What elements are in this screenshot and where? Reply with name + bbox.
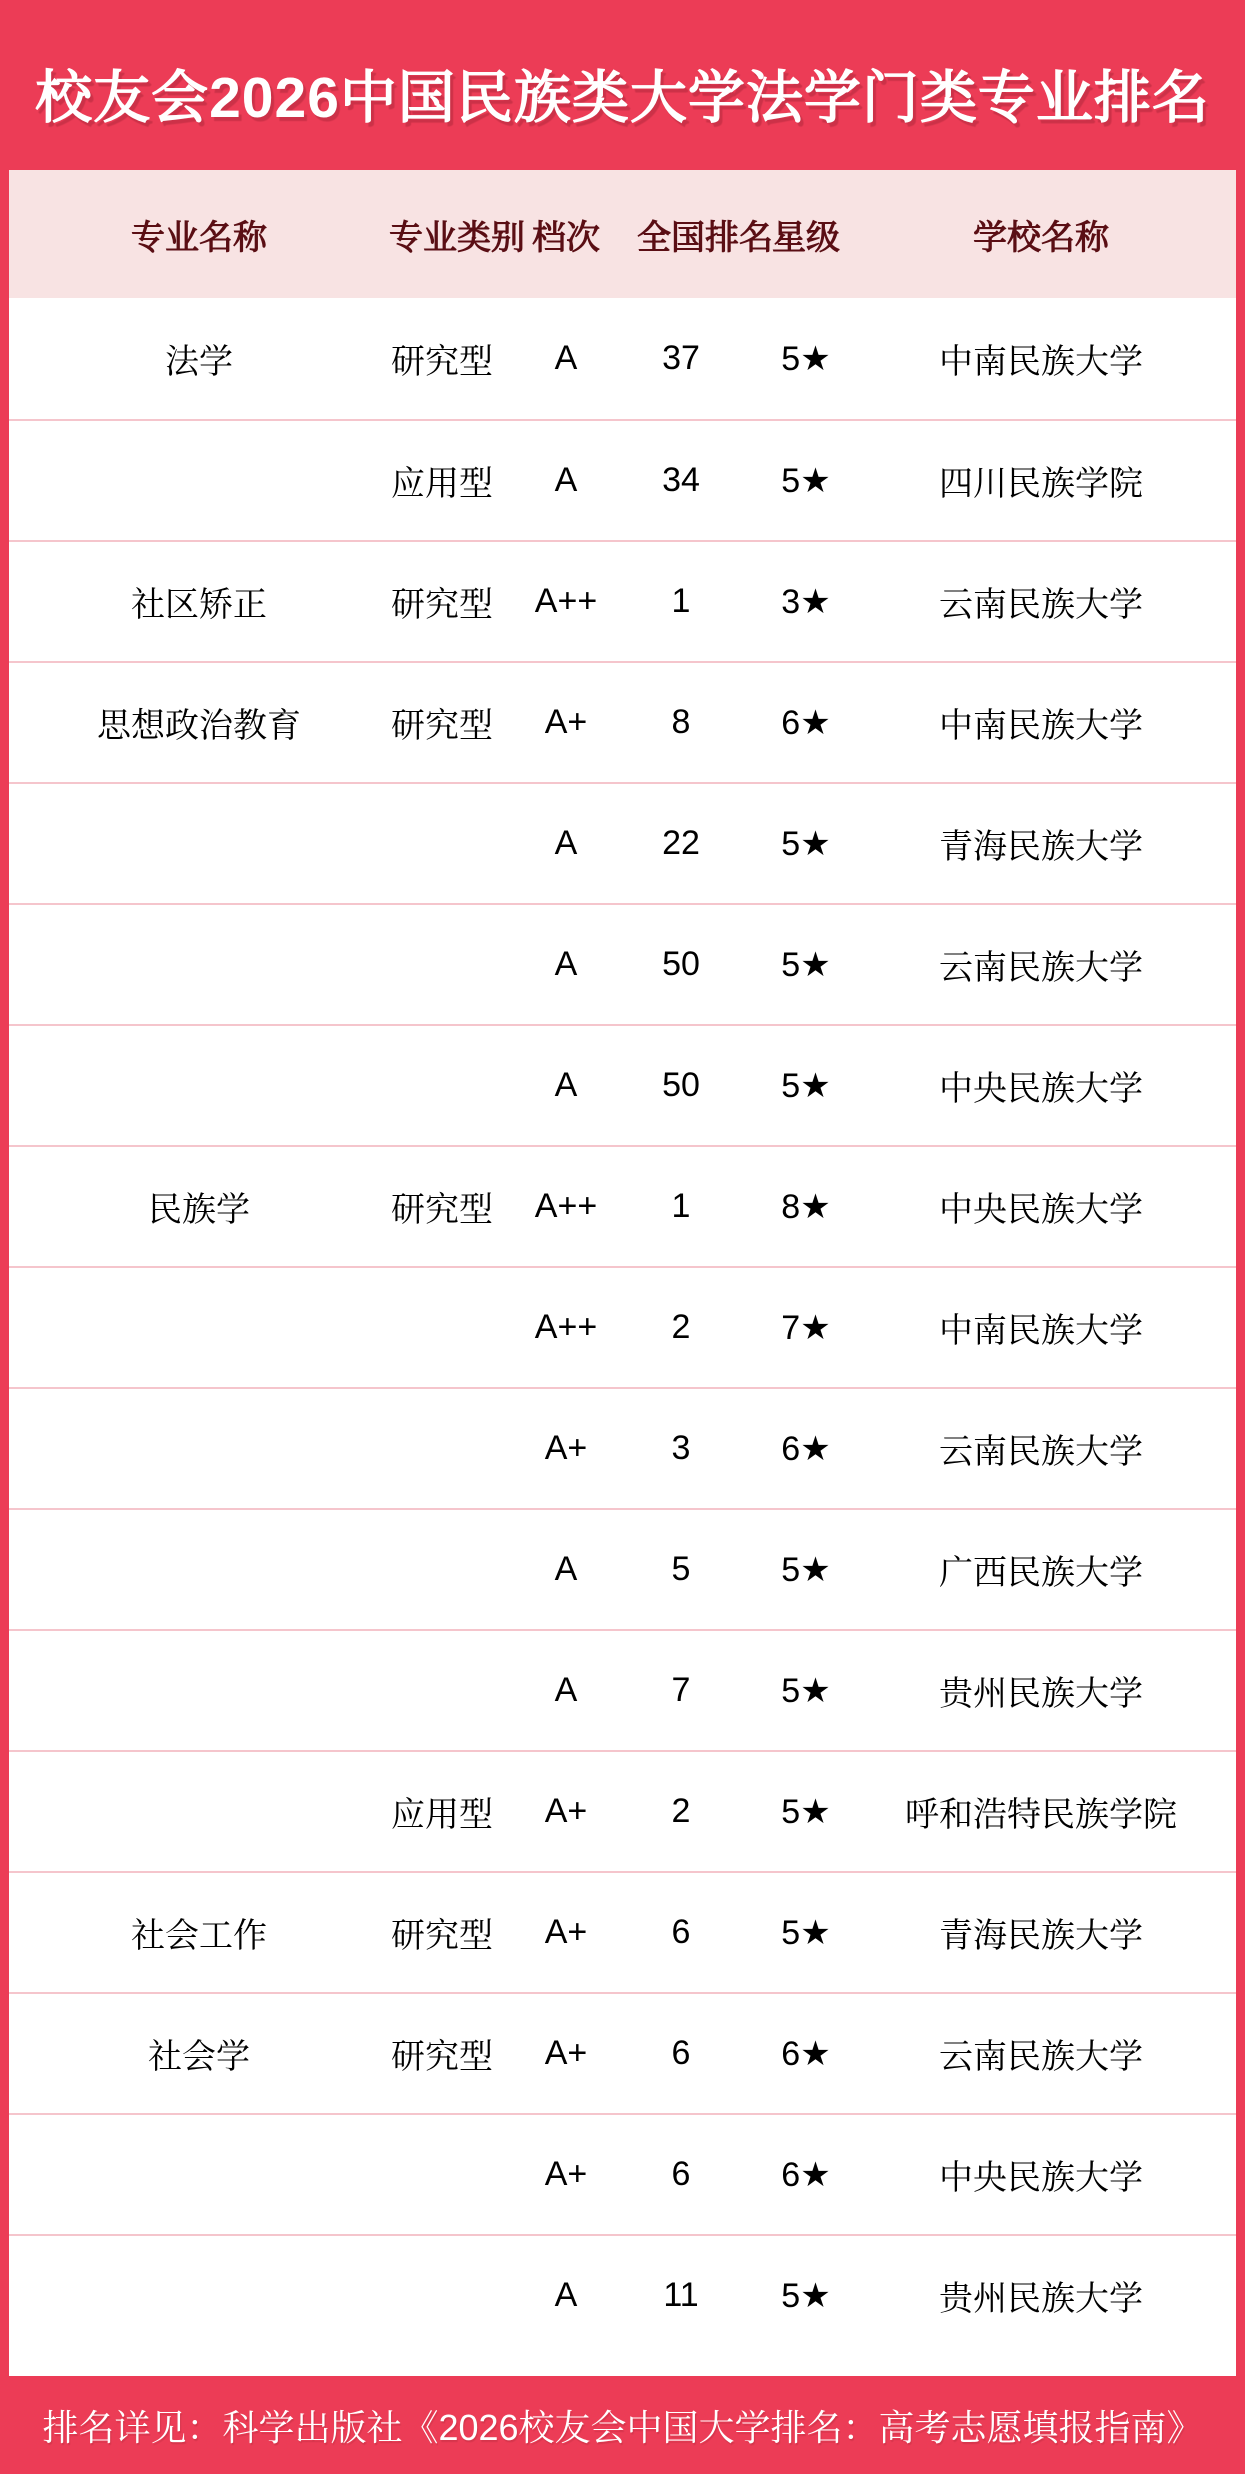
cell-grade: A: [554, 1066, 578, 1104]
cell-grade: A++: [534, 1308, 598, 1346]
cell-school: 中南民族大学: [939, 1312, 1143, 1350]
cell-school: 四川民族学院: [939, 465, 1143, 503]
cell-rank: 34: [662, 461, 700, 499]
cell-stars: 5★: [781, 945, 831, 984]
table-row: [9, 2113, 1236, 2234]
cell-rank: 50: [662, 1066, 700, 1104]
table-row: [9, 1871, 1236, 1992]
cell-rank: 1: [671, 1187, 691, 1225]
cell-major: 民族学: [148, 1191, 250, 1229]
cell-school: 中央民族大学: [939, 2159, 1143, 2197]
cell-school: 云南民族大学: [939, 1433, 1143, 1471]
cell-grade: A++: [534, 1187, 598, 1225]
footer-note: 排名详见：科学出版社《2026校友会中国大学排名：高考志愿填报指南》: [42, 2406, 1203, 2448]
cell-stars: 5★: [781, 339, 831, 378]
cell-school: 中央民族大学: [939, 1070, 1143, 1108]
cell-grade: A+: [544, 1913, 588, 1951]
cell-rank: 3: [671, 1429, 691, 1467]
cell-rank: 22: [662, 824, 700, 862]
cell-major: 思想政治教育: [97, 707, 301, 745]
cell-school: 中南民族大学: [939, 343, 1143, 381]
column-header-rank: 全国排名: [637, 218, 773, 257]
cell-rank: 2: [671, 1792, 691, 1830]
table-row: [9, 1750, 1236, 1871]
cell-stars: 5★: [781, 1066, 831, 1105]
cell-stars: 5★: [781, 1792, 831, 1831]
table-header-row: [9, 170, 1236, 298]
table-row: [9, 419, 1236, 540]
cell-stars: 8★: [781, 1187, 831, 1226]
cell-school: 广西民族大学: [939, 1554, 1143, 1592]
cell-rank: 6: [671, 2155, 691, 2193]
cell-grade: A+: [544, 2034, 588, 2072]
table-body: [9, 298, 1236, 2355]
cell-rank: 6: [671, 2034, 691, 2072]
cell-school: 贵州民族大学: [939, 2280, 1143, 2318]
cell-stars: 6★: [781, 1429, 831, 1468]
cell-major: 社区矫正: [131, 586, 267, 624]
cell-rank: 11: [663, 2276, 699, 2314]
cell-stars: 6★: [781, 703, 831, 742]
cell-stars: 6★: [781, 2155, 831, 2194]
table-row: [9, 903, 1236, 1024]
cell-stars: 5★: [781, 824, 831, 863]
cell-grade: A: [554, 461, 578, 499]
cell-school: 云南民族大学: [939, 2038, 1143, 2076]
cell-school: 中南民族大学: [939, 707, 1143, 745]
cell-grade: A: [554, 945, 578, 983]
table-row: [9, 540, 1236, 661]
cell-rank: 8: [671, 703, 691, 741]
cell-school: 青海民族大学: [939, 828, 1143, 866]
cell-school: 云南民族大学: [939, 949, 1143, 987]
table-row: [9, 2234, 1236, 2355]
cell-grade: A+: [544, 703, 588, 741]
cell-major: 社会工作: [131, 1917, 267, 1955]
cell-stars: 5★: [781, 461, 831, 500]
cell-school: 青海民族大学: [939, 1917, 1143, 1955]
cell-grade: A: [554, 824, 578, 862]
table-row: [9, 298, 1236, 419]
footer-banner: [0, 2376, 1245, 2474]
table-row: [9, 1266, 1236, 1387]
cell-stars: 5★: [781, 1550, 831, 1589]
cell-stars: 3★: [781, 582, 831, 621]
cell-category: 研究型: [391, 1191, 493, 1229]
cell-rank: 2: [671, 1308, 691, 1346]
cell-category: 研究型: [391, 343, 493, 381]
cell-grade: A: [554, 1550, 578, 1588]
cell-major: 法学: [165, 343, 233, 381]
cell-category: 研究型: [391, 1917, 493, 1955]
cell-school: 云南民族大学: [939, 586, 1143, 624]
cell-rank: 7: [671, 1671, 691, 1709]
cell-category: 应用型: [391, 465, 493, 503]
table-row: [9, 1145, 1236, 1266]
cell-category: 研究型: [391, 2038, 493, 2076]
column-header-major: 专业名称: [131, 218, 267, 257]
cell-grade: A: [554, 339, 578, 377]
column-header-stars: 星级: [772, 218, 840, 257]
cell-grade: A++: [534, 582, 598, 620]
cell-rank: 1: [671, 582, 691, 620]
page-title: 校友会2026中国民族类大学法学门类专业排名: [35, 66, 1210, 130]
cell-stars: 5★: [781, 1913, 831, 1952]
cell-grade: A+: [544, 1792, 588, 1830]
cell-grade: A+: [544, 1429, 588, 1467]
table-row: [9, 1629, 1236, 1750]
cell-school: 中央民族大学: [939, 1191, 1143, 1229]
column-header-category: 专业类别: [389, 218, 525, 257]
cell-rank: 37: [662, 339, 700, 377]
cell-school: 呼和浩特民族学院: [905, 1796, 1177, 1834]
column-header-school: 学校名称: [973, 218, 1109, 257]
cell-stars: 6★: [781, 2034, 831, 2073]
cell-stars: 5★: [781, 2276, 831, 2315]
cell-category: 应用型: [391, 1796, 493, 1834]
cell-stars: 7★: [781, 1308, 831, 1347]
cell-grade: A+: [544, 2155, 588, 2193]
table-row: [9, 1387, 1236, 1508]
table-row: [9, 1024, 1236, 1145]
table-row: [9, 1508, 1236, 1629]
cell-rank: 6: [671, 1913, 691, 1951]
cell-grade: A: [554, 2276, 578, 2314]
table-row: [9, 661, 1236, 782]
cell-category: 研究型: [391, 586, 493, 624]
table-row: [9, 1992, 1236, 2113]
cell-grade: A: [554, 1671, 578, 1709]
column-header-grade: 档次: [532, 218, 600, 257]
title-banner: [0, 0, 1245, 170]
cell-rank: 5: [671, 1550, 691, 1588]
cell-stars: 5★: [781, 1671, 831, 1710]
cell-school: 贵州民族大学: [939, 1675, 1143, 1713]
table-row: [9, 782, 1236, 903]
ranking-table: [0, 170, 1245, 2376]
cell-major: 社会学: [148, 2038, 250, 2076]
cell-category: 研究型: [391, 707, 493, 745]
cell-rank: 50: [662, 945, 700, 983]
